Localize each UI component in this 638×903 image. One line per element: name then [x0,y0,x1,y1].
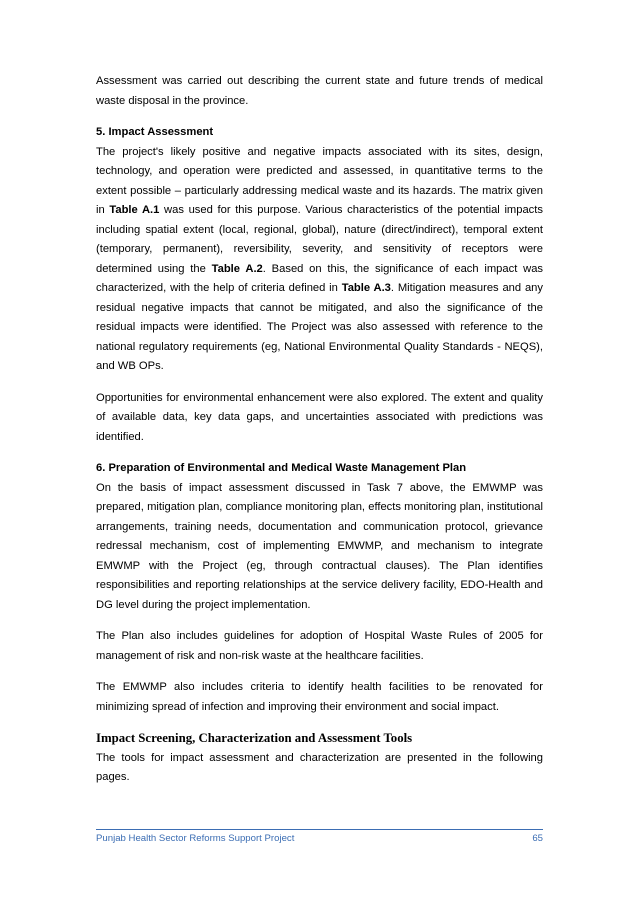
text-run: . Mitigation measures and any residual negative impacts that cannot be mitigated, and also the significance of the residual impacts were identified. The Project was also assessed with reference to the national regulatory requirements (eg, National Environmental Quality Standards - NEQS), and WB OPs. [96,282,543,372]
table-ref-a1: Table A.1 [109,204,160,216]
footer-project-name: Punjab Health Sector Reforms Support Project [96,833,295,844]
text-run: was used for this purpose. Various characteristics of the potential impacts including spatial extent (local, regional, global), nature (direct/indirect), temporal extent (temporary, permanent), reversibility, severity, and sensitivity of receptors were determined using the [96,204,543,275]
opportunities-paragraph: Opportunities for environmental enhancement were also explored. The extent and quality of available data, key data gaps, and uncertainties associated with predictions was identified. [96,391,543,443]
text-run: The project's likely positive and negative impacts associated with its sites, design, technology, and operation were predicted and assessed, in quantitative terms to the extent possible – particularly addressing medical waste and its hazards. The matrix given in [96,145,543,216]
table-ref-a2: Table A.2 [211,262,263,275]
impact-assessment-paragraph [96,143,543,377]
footer-divider [96,829,543,830]
page-content [96,72,543,788]
tools-paragraph: The tools for impact assessment and characterization are presented in the following pages. [96,751,543,783]
hospital-waste-rules-paragraph: The Plan also includes guidelines for adoption of Hospital Waste Rules of 2005 for management of risk and non-risk waste at the healthcare facilities. [96,630,543,662]
tools-heading: Impact Screening, Characterization and Assessment Tools [96,731,413,745]
intro-paragraph: Assessment was carried out describing the current state and future trends of medical waste disposal in the province. [96,75,543,107]
renovation-criteria-paragraph: The EMWMP also includes criteria to identify health facilities to be renovated for minimizing spread of infection and improving their environment and social impact. [96,681,543,713]
emwmp-preparation-paragraph: On the basis of impact assessment discussed in Task 7 above, the EMWMP was prepared, mitigation plan, compliance monitoring plan, effects monitoring plan, institutional arrangements, training needs, documentation and communication protocol, grievance redressal mechanism, cost of implementing EMWMP, and mechanism to integrate EMWMP with the Project (eg, through contractual clauses). The Plan identifies responsibilities and reporting relationships at the service delivery facility, EDO-Health and DG level during the project implementation. [96,481,543,611]
table-ref-a3: Table A.3 [341,282,391,294]
section-5-heading: 5. Impact Assessment [96,126,214,138]
page-number: 65 [532,833,543,844]
page-footer [96,833,543,844]
text-run: . Based on this, the significance of each impact was characterized, with the help of criteria defined in [96,262,544,294]
section-6-heading: 6. Preparation of Environmental and Medical Waste Management Plan [96,462,467,474]
